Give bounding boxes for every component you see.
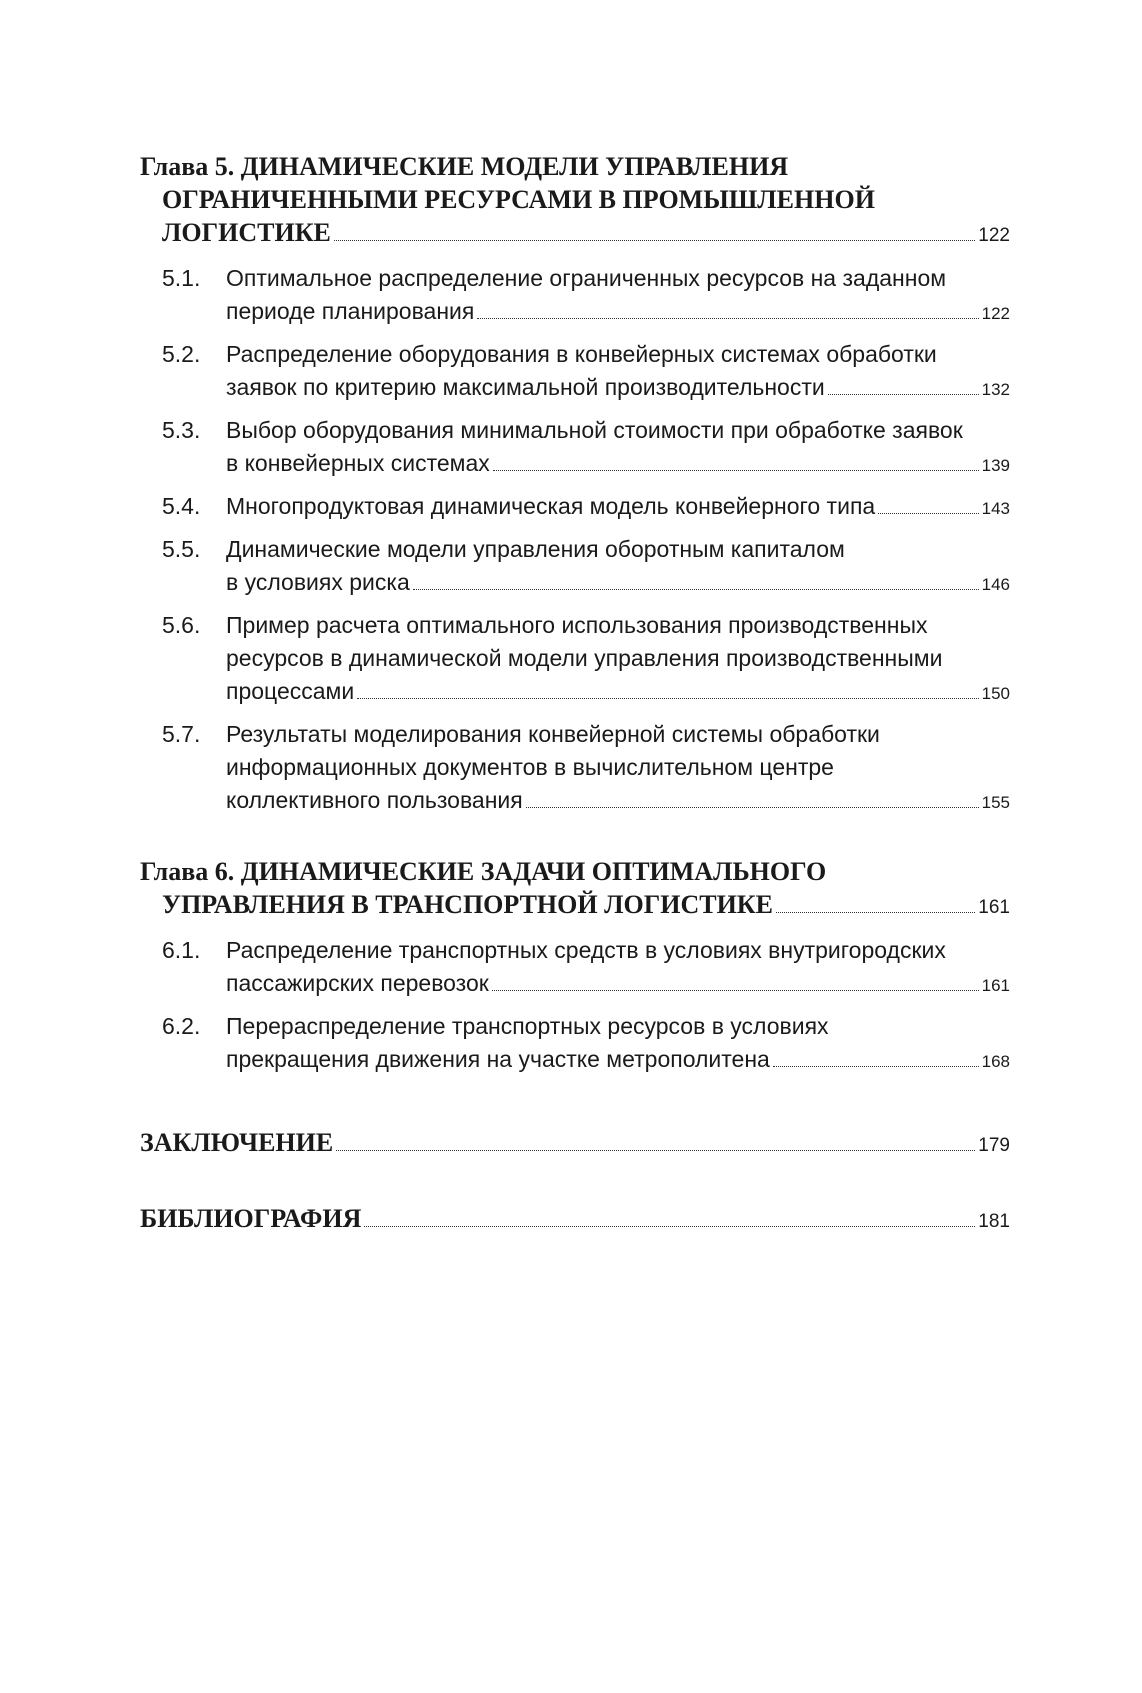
section-title-last-line	[226, 447, 1010, 482]
chapter-5-title-line-3	[140, 216, 1010, 252]
page-number: 150	[981, 684, 1010, 703]
chapter-5-heading	[140, 150, 1010, 252]
section-title-last-line	[226, 566, 1010, 601]
toc-section-entry	[140, 533, 1010, 601]
dot-leader	[334, 240, 975, 241]
toc-section-entry	[140, 934, 1010, 1002]
section-title-line: Результаты моделирования конвейерной системы обработки	[226, 721, 880, 747]
page-number: 122	[981, 304, 1010, 323]
section-number: 5.4.	[162, 493, 201, 519]
page-number: 155	[981, 793, 1010, 812]
section-title-line: Распределение транспортных средств в условиях внутригородских	[226, 937, 946, 963]
section-number: 5.5.	[162, 536, 201, 562]
bibliography-entry	[140, 1202, 1010, 1238]
section-title-line: заявок по критерию максимальной производительности	[226, 374, 825, 400]
section-number: 5.6.	[162, 612, 201, 638]
section-title-line: периоде планирования	[226, 298, 475, 324]
toc-section-entry	[140, 490, 1010, 525]
table-of-contents	[140, 150, 1010, 1238]
section-title-line: коллективного пользования	[226, 787, 523, 813]
section-title	[226, 490, 1010, 525]
chapter-6-title-last: УПРАВЛЕНИЯ В ТРАНСПОРТНОЙ ЛОГИСТИКЕ	[162, 890, 773, 919]
section-number: 5.1.	[162, 265, 201, 291]
page-number: 132	[981, 380, 1010, 399]
section-title-line: в конвейерных системах	[226, 450, 490, 476]
section-title	[226, 1010, 1010, 1078]
section-title-last-line	[226, 675, 1010, 710]
conclusion-entry	[140, 1126, 1010, 1162]
section-title-line: процессами	[226, 678, 355, 704]
dot-leader	[493, 470, 979, 471]
conclusion-label: ЗАКЛЮЧЕНИЕ	[140, 1128, 334, 1157]
chapter-6-title-line-2	[140, 888, 1010, 924]
section-title-line: пассажирских перевозок	[226, 970, 489, 996]
section-title-line: Многопродуктовая динамическая модель конвейерного типа	[226, 493, 876, 519]
page-number: 161	[978, 897, 1010, 918]
section-number: 6.2.	[162, 1013, 201, 1039]
section-title-last-line	[226, 784, 1010, 819]
page-number: 168	[981, 1052, 1010, 1071]
section-number: 5.7.	[162, 721, 201, 747]
section-title-line: информационных документов в вычислительном центре	[226, 754, 834, 780]
bibliography-label: БИБЛИОГРАФИЯ	[140, 1204, 362, 1233]
dot-leader	[492, 990, 979, 991]
chapter-5-title-last: ЛОГИСТИКЕ	[162, 218, 331, 247]
section-title	[226, 718, 1010, 819]
dot-leader	[828, 394, 979, 395]
section-title-last-line	[226, 295, 1010, 330]
page-number: 161	[981, 976, 1010, 995]
dot-leader	[878, 513, 978, 514]
chapter-5-sections	[140, 262, 1010, 819]
section-title	[226, 934, 1010, 1002]
section-title	[226, 533, 1010, 601]
chapter-6-heading	[140, 855, 1010, 924]
dot-leader	[357, 698, 978, 699]
section-title-line: прекращения движения на участке метрополитена	[226, 1046, 770, 1072]
section-title-line: в условиях риска	[226, 569, 410, 595]
section-title	[226, 609, 1010, 710]
section-title	[226, 414, 1010, 482]
section-title	[226, 338, 1010, 406]
chapter-6-title-line-1: Глава 6. ДИНАМИЧЕСКИЕ ЗАДАЧИ ОПТИМАЛЬНОГО	[140, 857, 827, 886]
toc-section-entry	[140, 262, 1010, 330]
chapter-5-title-line-1: Глава 5. ДИНАМИЧЕСКИЕ МОДЕЛИ УПРАВЛЕНИЯ	[140, 152, 789, 181]
toc-section-entry	[140, 338, 1010, 406]
chapter-6-sections	[140, 934, 1010, 1078]
toc-section-entry	[140, 414, 1010, 482]
section-number: 5.2.	[162, 341, 201, 367]
section-number: 5.3.	[162, 417, 201, 443]
section-title	[226, 262, 1010, 330]
dot-leader	[364, 1226, 975, 1227]
section-title-line: Перераспределение транспортных ресурсов в условиях	[226, 1013, 829, 1039]
toc-section-entry	[140, 718, 1010, 819]
section-title-last-line	[226, 371, 1010, 406]
chapter-5-title-line-2: ОГРАНИЧЕННЫМИ РЕСУРСАМИ В ПРОМЫШЛЕННОЙ	[162, 185, 875, 214]
toc-section-entry	[140, 609, 1010, 710]
page-number: 146	[981, 575, 1010, 594]
dot-leader	[526, 807, 979, 808]
dot-leader	[413, 589, 979, 590]
page-number: 181	[978, 1211, 1010, 1232]
dot-leader	[776, 912, 975, 913]
section-title-line: Пример расчета оптимального использования производственных	[226, 612, 928, 638]
section-title-last-line	[226, 1043, 1010, 1078]
page-number: 143	[981, 499, 1010, 518]
section-title-line: Динамические модели управления оборотным капиталом	[226, 536, 845, 562]
section-title-line: ресурсов в динамической модели управления производственными	[226, 645, 943, 671]
section-title-line: Оптимальное распределение ограниченных ресурсов на заданном	[226, 265, 947, 291]
dot-leader	[773, 1066, 979, 1067]
page-number: 122	[978, 225, 1010, 246]
section-title-last-line	[226, 967, 1010, 1002]
section-title-line: Распределение оборудования в конвейерных системах обработки	[226, 341, 937, 367]
section-title-line: Выбор оборудования минимальной стоимости при обработке заявок	[226, 417, 963, 443]
page-number: 139	[981, 456, 1010, 475]
page-number: 179	[978, 1135, 1010, 1156]
toc-section-entry	[140, 1010, 1010, 1078]
dot-leader	[336, 1150, 975, 1151]
section-number: 6.1.	[162, 937, 201, 963]
section-title-last-line	[226, 490, 1010, 525]
dot-leader	[477, 318, 978, 319]
